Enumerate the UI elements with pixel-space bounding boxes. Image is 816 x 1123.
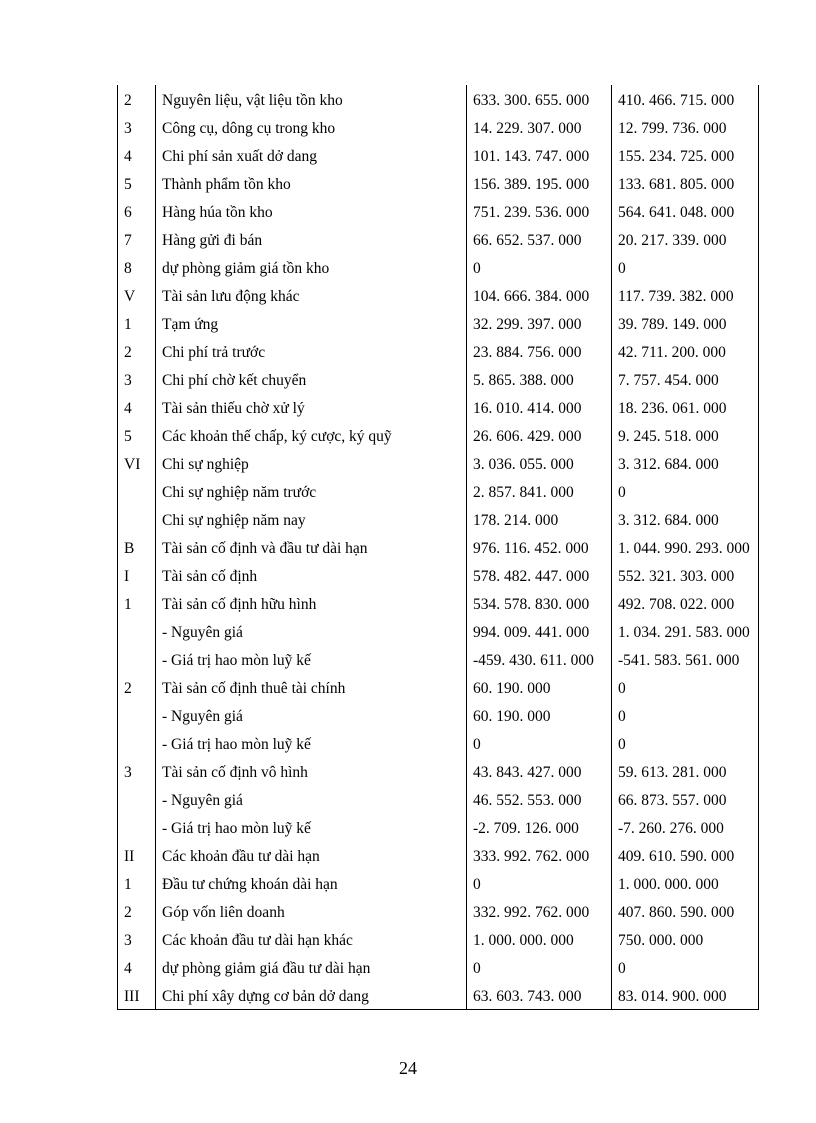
value-previous-year: 0 — [467, 729, 612, 757]
value-previous-year: 976. 116. 452. 000 — [467, 533, 612, 561]
value-previous-year: -2. 709. 126. 000 — [467, 813, 612, 841]
value-current-year: 3. 312. 684. 000 — [612, 449, 759, 477]
value-previous-year: 63. 603. 743. 000 — [467, 981, 612, 1010]
row-label: Đầu tư chứng khoán dài hạn — [156, 869, 467, 897]
value-previous-year: 104. 666. 384. 000 — [467, 281, 612, 309]
value-current-year: 7. 757. 454. 000 — [612, 365, 759, 393]
table-row — [118, 561, 759, 589]
row-label: Chi phí xây dựng cơ bản dở dang — [156, 981, 467, 1010]
row-label: Thành phẩm tồn kho — [156, 169, 467, 197]
table-row — [118, 757, 759, 785]
value-current-year: 0 — [612, 477, 759, 505]
table-row — [118, 729, 759, 757]
row-label: - Giá trị hao mòn luỹ kế — [156, 813, 467, 841]
row-index: 3 — [118, 757, 156, 785]
value-previous-year: 66. 652. 537. 000 — [467, 225, 612, 253]
row-index: 7 — [118, 225, 156, 253]
value-current-year: 1. 000. 000. 000 — [612, 869, 759, 897]
row-index: III — [118, 981, 156, 1010]
table-row — [118, 281, 759, 309]
value-current-year: 18. 236. 061. 000 — [612, 393, 759, 421]
value-previous-year: 101. 143. 747. 000 — [467, 141, 612, 169]
row-index: 1 — [118, 589, 156, 617]
table-row — [118, 925, 759, 953]
row-label: - Nguyên giá — [156, 617, 467, 645]
value-current-year: 20. 217. 339. 000 — [612, 225, 759, 253]
row-label: Hàng húa tồn kho — [156, 197, 467, 225]
value-current-year: 9. 245. 518. 000 — [612, 421, 759, 449]
value-previous-year: 0 — [467, 253, 612, 281]
value-previous-year: 32. 299. 397. 000 — [467, 309, 612, 337]
table-row — [118, 785, 759, 813]
table-row — [118, 449, 759, 477]
table-body — [118, 85, 759, 1010]
table-row — [118, 253, 759, 281]
value-current-year: 0 — [612, 253, 759, 281]
row-label: Tài sản cố định thuê tài chính — [156, 673, 467, 701]
row-label: Chi sự nghiệp — [156, 449, 467, 477]
table-row — [118, 813, 759, 841]
row-index: V — [118, 281, 156, 309]
value-previous-year: 0 — [467, 869, 612, 897]
value-previous-year: 178. 214. 000 — [467, 505, 612, 533]
table-row — [118, 645, 759, 673]
value-previous-year: -459. 430. 611. 000 — [467, 645, 612, 673]
row-label: dự phòng giảm giá tồn kho — [156, 253, 467, 281]
row-index — [118, 645, 156, 673]
value-current-year: 59. 613. 281. 000 — [612, 757, 759, 785]
value-current-year: 0 — [612, 673, 759, 701]
table-row — [118, 197, 759, 225]
row-index: 4 — [118, 953, 156, 981]
row-index: 2 — [118, 897, 156, 925]
row-index: 5 — [118, 169, 156, 197]
row-label: Tài sản cố định và đầu tư dài hạn — [156, 533, 467, 561]
row-label: Góp vốn liên doanh — [156, 897, 467, 925]
row-index: 4 — [118, 393, 156, 421]
table-row — [118, 589, 759, 617]
row-index: I — [118, 561, 156, 589]
value-previous-year: 751. 239. 536. 000 — [467, 197, 612, 225]
row-label: - Giá trị hao mòn luỹ kế — [156, 645, 467, 673]
value-current-year: 0 — [612, 729, 759, 757]
value-current-year: 409. 610. 590. 000 — [612, 841, 759, 869]
row-label: Tài sản cố định — [156, 561, 467, 589]
row-index: 6 — [118, 197, 156, 225]
row-index — [118, 813, 156, 841]
value-previous-year: 60. 190. 000 — [467, 673, 612, 701]
value-previous-year: 332. 992. 762. 000 — [467, 897, 612, 925]
table-row — [118, 337, 759, 365]
value-current-year: 155. 234. 725. 000 — [612, 141, 759, 169]
value-previous-year: 994. 009. 441. 000 — [467, 617, 612, 645]
value-current-year: 0 — [612, 953, 759, 981]
row-index — [118, 729, 156, 757]
row-index: 3 — [118, 113, 156, 141]
value-current-year: 1. 034. 291. 583. 000 — [612, 617, 759, 645]
row-index: 1 — [118, 869, 156, 897]
row-label: Chi phí sản xuất dở dang — [156, 141, 467, 169]
table-row — [118, 309, 759, 337]
value-current-year: 83. 014. 900. 000 — [612, 981, 759, 1010]
table-row — [118, 85, 759, 113]
row-index — [118, 617, 156, 645]
value-current-year: 66. 873. 557. 000 — [612, 785, 759, 813]
value-current-year: 0 — [612, 701, 759, 729]
value-current-year: 564. 641. 048. 000 — [612, 197, 759, 225]
row-label: - Nguyên giá — [156, 701, 467, 729]
row-label: Tài sản cố định vô hình — [156, 757, 467, 785]
row-index: B — [118, 533, 156, 561]
row-index: 5 — [118, 421, 156, 449]
page-number: 24 — [399, 1058, 417, 1078]
table-row — [118, 701, 759, 729]
value-previous-year: 3. 036. 055. 000 — [467, 449, 612, 477]
row-label: Tài sản cố định hữu hình — [156, 589, 467, 617]
row-label: Chi sự nghiệp năm nay — [156, 505, 467, 533]
row-label: Tài sản lưu động khác — [156, 281, 467, 309]
row-index: 3 — [118, 925, 156, 953]
row-index: 2 — [118, 673, 156, 701]
table-row — [118, 533, 759, 561]
row-label: Chi phí chờ kết chuyển — [156, 365, 467, 393]
value-current-year: 12. 799. 736. 000 — [612, 113, 759, 141]
table-row — [118, 505, 759, 533]
value-previous-year: 1. 000. 000. 000 — [467, 925, 612, 953]
row-index: 8 — [118, 253, 156, 281]
value-current-year: 552. 321. 303. 000 — [612, 561, 759, 589]
value-previous-year: 16. 010. 414. 000 — [467, 393, 612, 421]
row-index: 2 — [118, 337, 156, 365]
value-current-year: -541. 583. 561. 000 — [612, 645, 759, 673]
row-label: Chi phí trả trước — [156, 337, 467, 365]
row-index: II — [118, 841, 156, 869]
table-row — [118, 869, 759, 897]
row-label: Hàng gửi đi bán — [156, 225, 467, 253]
value-previous-year: 578. 482. 447. 000 — [467, 561, 612, 589]
table-row — [118, 169, 759, 197]
value-current-year: 117. 739. 382. 000 — [612, 281, 759, 309]
value-current-year: -7. 260. 276. 000 — [612, 813, 759, 841]
row-label: dự phòng giảm giá đầu tư dài hạn — [156, 953, 467, 981]
table-row — [118, 141, 759, 169]
value-current-year: 42. 711. 200. 000 — [612, 337, 759, 365]
value-previous-year: 333. 992. 762. 000 — [467, 841, 612, 869]
table-row — [118, 113, 759, 141]
value-previous-year: 26. 606. 429. 000 — [467, 421, 612, 449]
value-previous-year: 5. 865. 388. 000 — [467, 365, 612, 393]
balance-sheet-table — [117, 85, 759, 1010]
row-label: Tạm ứng — [156, 309, 467, 337]
value-current-year: 410. 466. 715. 000 — [612, 85, 759, 113]
table-row — [118, 365, 759, 393]
row-index — [118, 505, 156, 533]
value-previous-year: 43. 843. 427. 000 — [467, 757, 612, 785]
value-previous-year: 156. 389. 195. 000 — [467, 169, 612, 197]
row-index — [118, 701, 156, 729]
value-current-year: 39. 789. 149. 000 — [612, 309, 759, 337]
table-row — [118, 477, 759, 505]
row-index: 1 — [118, 309, 156, 337]
value-current-year: 750. 000. 000 — [612, 925, 759, 953]
table-row — [118, 897, 759, 925]
row-label: - Giá trị hao mòn luỹ kế — [156, 729, 467, 757]
row-index: VI — [118, 449, 156, 477]
value-current-year: 1. 044. 990. 293. 000 — [612, 533, 759, 561]
table-row — [118, 841, 759, 869]
table-row — [118, 981, 759, 1010]
value-current-year: 3. 312. 684. 000 — [612, 505, 759, 533]
row-index — [118, 785, 156, 813]
table-row — [118, 617, 759, 645]
table-row — [118, 393, 759, 421]
value-current-year: 492. 708. 022. 000 — [612, 589, 759, 617]
value-previous-year: 0 — [467, 953, 612, 981]
row-index: 2 — [118, 85, 156, 113]
value-previous-year: 14. 229. 307. 000 — [467, 113, 612, 141]
row-label: Nguyên liệu, vật liệu tồn kho — [156, 85, 467, 113]
value-previous-year: 534. 578. 830. 000 — [467, 589, 612, 617]
row-label: Các khoản đầu tư dài hạn khác — [156, 925, 467, 953]
row-label: - Nguyên giá — [156, 785, 467, 813]
value-previous-year: 633. 300. 655. 000 — [467, 85, 612, 113]
value-previous-year: 2. 857. 841. 000 — [467, 477, 612, 505]
row-label: Các khoản đầu tư dài hạn — [156, 841, 467, 869]
row-index — [118, 477, 156, 505]
table-row — [118, 673, 759, 701]
row-label: Chi sự nghiệp năm trước — [156, 477, 467, 505]
table-row — [118, 225, 759, 253]
value-current-year: 133. 681. 805. 000 — [612, 169, 759, 197]
row-label: Công cụ, dông cụ trong kho — [156, 113, 467, 141]
value-current-year: 407. 860. 590. 000 — [612, 897, 759, 925]
value-previous-year: 60. 190. 000 — [467, 701, 612, 729]
table-row — [118, 421, 759, 449]
row-label: Tài sản thiếu chờ xử lý — [156, 393, 467, 421]
value-previous-year: 23. 884. 756. 000 — [467, 337, 612, 365]
row-index: 4 — [118, 141, 156, 169]
value-previous-year: 46. 552. 553. 000 — [467, 785, 612, 813]
row-label: Các khoản thế chấp, ký cược, ký quỹ — [156, 421, 467, 449]
table-row — [118, 953, 759, 981]
row-index: 3 — [118, 365, 156, 393]
